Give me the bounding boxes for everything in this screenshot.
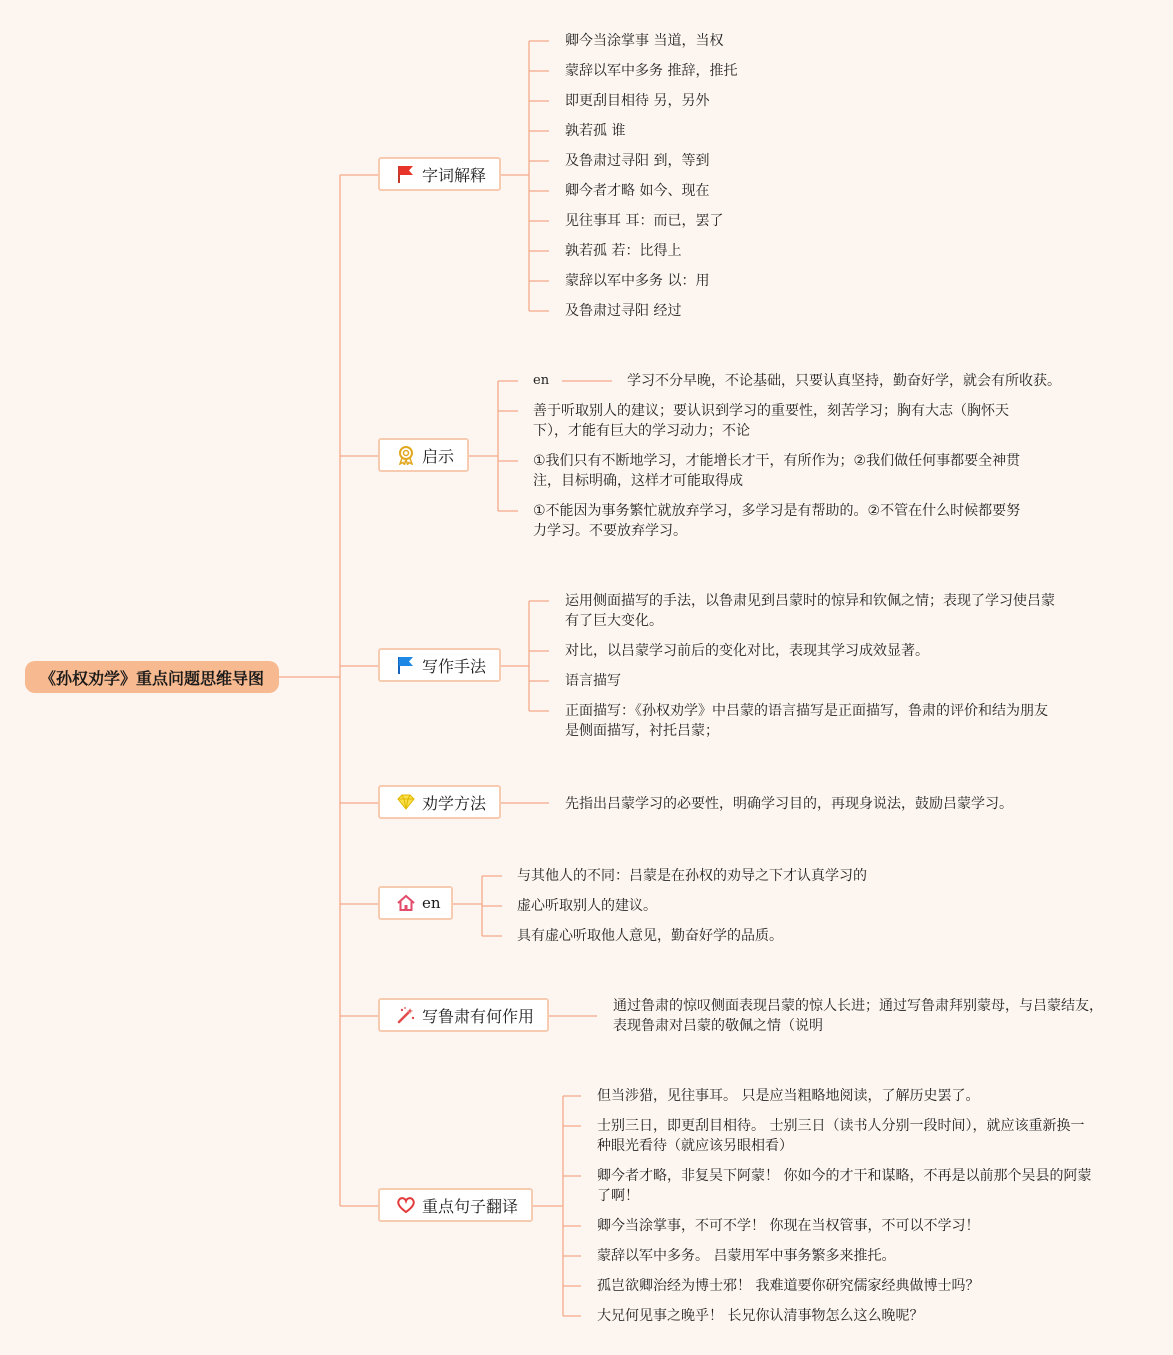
branch-en[interactable] xyxy=(378,886,453,920)
leaf-item[interactable]: 即更刮目相待 另，另外 xyxy=(565,93,710,109)
branch-writing-technique[interactable] xyxy=(378,648,501,682)
branch-enlightenment[interactable] xyxy=(378,438,469,472)
heart-icon xyxy=(396,1195,416,1215)
leaf-item[interactable]: 具有虚心听取他人意见，勤奋好学的品质。 xyxy=(517,928,783,944)
leaf-item[interactable]: 先指出吕蒙学习的必要性，明确学习目的，再现身说法，鼓励吕蒙学习。 xyxy=(565,796,1013,812)
root-title: 《孙权劝学》重点问题思维导图 xyxy=(39,668,264,688)
branch-label: en xyxy=(422,894,441,912)
leaf-item[interactable]: 运用侧面描写的手法，以鲁肃见到吕蒙时的惊异和钦佩之情；表现了学习使吕蒙有了巨大变化。 xyxy=(565,593,1055,629)
branch-lusu-role[interactable] xyxy=(378,998,549,1032)
root-topic[interactable] xyxy=(25,661,279,693)
leaf-item[interactable]: 及鲁肃过寻阳 到，等到 xyxy=(565,153,710,169)
blue-flag-icon xyxy=(396,655,416,675)
leaf-item[interactable]: 蒙辞以军中多务。 吕蒙用军中事务繁多来推托。 xyxy=(597,1248,896,1264)
leaf-item[interactable]: 虚心听取别人的建议。 xyxy=(517,898,657,914)
branch-label: 字词解释 xyxy=(422,165,487,185)
leaf-item[interactable]: 大兄何见事之晚乎！ 长兄你认清事物怎么这么晚呢？ xyxy=(597,1308,924,1324)
sub-node-label[interactable]: en xyxy=(533,373,550,388)
leaf-item[interactable]: 与其他人的不同：吕蒙是在孙权的劝导之下才认真学习的 xyxy=(517,868,867,884)
leaf-item[interactable]: 善于听取别人的建议；要认识到学习的重要性，刻苦学习；胸有大志（胸怀天下），才能有巨大的学习动力；不论 xyxy=(533,403,1009,439)
leaf-item[interactable]: 卿今当涂掌事 当道，当权 xyxy=(565,33,724,49)
diamond-icon xyxy=(396,792,416,812)
leaf-item[interactable]: 蒙辞以军中多务 推辞，推托 xyxy=(565,63,738,79)
leaf-item[interactable]: 卿今者才略 如今、现在 xyxy=(565,183,710,199)
red-flag-icon xyxy=(396,164,416,184)
branch-label: 启示 xyxy=(422,446,455,466)
leaf-item[interactable]: 卿今当涂掌事，不可不学！ 你现在当权管事，不可以不学习！ xyxy=(597,1218,980,1234)
leaf-item[interactable]: 学习不分早晚，不论基础，只要认真坚持，勤奋好学，就会有所收获。 xyxy=(627,373,1061,389)
leaf-item[interactable]: 孰若孤 若：比得上 xyxy=(565,243,682,259)
leaf-item[interactable]: ①不能因为事务繁忙就放弃学习，多学习是有帮助的。②不管在什么时候都要努力学习。不要放弃学习。 xyxy=(533,503,1021,539)
leaf-item[interactable]: 卿今者才略，非复吴下阿蒙！ 你如今的才干和谋略，不再是以前那个吴县的阿蒙了啊！ xyxy=(597,1168,1092,1204)
leaf-item[interactable]: 蒙辞以军中多务 以：用 xyxy=(565,273,710,289)
home-icon xyxy=(396,893,416,913)
branch-word-explanation[interactable] xyxy=(378,157,501,191)
branch-label: 写鲁肃有何作用 xyxy=(422,1006,535,1026)
leaf-item[interactable]: ①我们只有不断地学习，才能增长才干，有所作为；②我们做任何事都要全神贯注，目标明确，这样才可能取得成 xyxy=(533,453,1021,489)
branch-label: 写作手法 xyxy=(422,656,487,676)
branch-label: 劝学方法 xyxy=(422,793,487,813)
leaf-item[interactable]: 通过鲁肃的惊叹侧面表现吕蒙的惊人长进；通过写鲁肃拜别蒙母，与吕蒙结友，表现鲁肃对吕蒙的敬佩之情（说明 xyxy=(613,998,1103,1034)
branch-sentence-translation[interactable] xyxy=(378,1188,533,1222)
leaf-item[interactable]: 孤岂欲卿治经为博士邪！ 我难道要你研究儒家经典做博士吗？ xyxy=(597,1278,980,1294)
leaf-item[interactable]: 孰若孤 谁 xyxy=(565,123,626,139)
leaf-item[interactable]: 对比，以吕蒙学习前后的变化对比，表现其学习成效显著。 xyxy=(565,643,929,659)
leaf-item[interactable]: 但当涉猎，见往事耳。 只是应当粗略地阅读，了解历史罢了。 xyxy=(597,1088,980,1104)
branch-label: 重点句子翻译 xyxy=(422,1196,519,1216)
leaf-item[interactable]: 正面描写：《孙权劝学》中吕蒙的语言描写是正面描写，鲁肃的评价和结为朋友是侧面描写，衬托吕蒙； xyxy=(565,703,1048,739)
leaf-item[interactable]: 见往事耳 耳：而已，罢了 xyxy=(565,213,724,229)
leaf-item[interactable]: 及鲁肃过寻阳 经过 xyxy=(565,303,682,319)
magic-wand-icon xyxy=(396,1005,416,1025)
branch-persuasion-method[interactable] xyxy=(378,785,501,819)
leaf-item[interactable]: 士别三日，即更刮目相待。 士别三日（读书人分别一段时间），就应该重新换一种眼光看待（就应该另眼相看） xyxy=(597,1118,1085,1154)
leaf-item[interactable]: 语言描写 xyxy=(565,673,621,689)
award-ribbon-icon xyxy=(396,445,416,465)
